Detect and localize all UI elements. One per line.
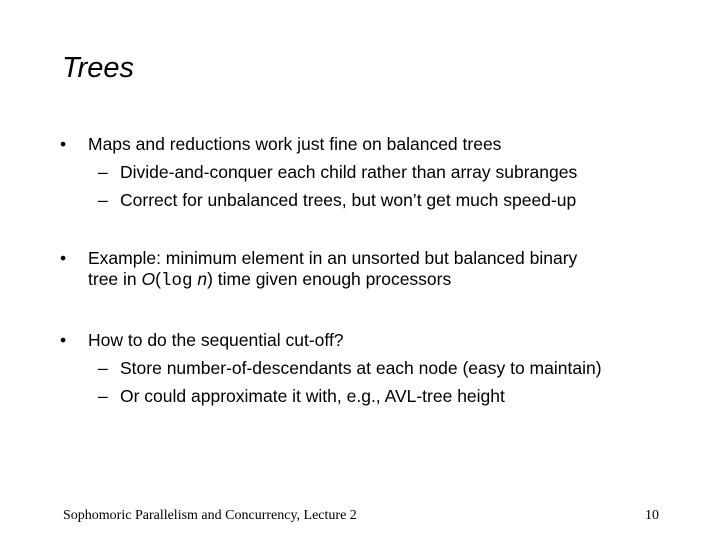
bullet-text-example-line1: Example: minimum element in an unsorted but balanced binary — [88, 248, 578, 268]
footer-course-title: Sophomoric Parallelism and Concurrency, Lecture 2 — [63, 508, 357, 523]
sub-bullet-avl-height: Or could approximate it with, e.g., AVL-tree height — [120, 386, 505, 406]
example-text-post: time given enough processors — [212, 269, 452, 289]
paren-close: ) — [207, 269, 213, 289]
bullet-text-example-line2 — [88, 269, 451, 291]
page-number: 10 — [645, 508, 659, 523]
sub-bullet-divide-conquer: Divide-and-conquer each child rather than array subranges — [120, 162, 578, 182]
sub-bullet-unbalanced: Correct for unbalanced trees, but won’t get much speed-up — [120, 190, 577, 210]
log-code: log — [160, 271, 193, 291]
big-o-symbol: O — [141, 269, 156, 289]
n-variable: n — [197, 269, 208, 289]
sub-bullet-store-descendants: Store number-of-descendants at each node (easy to maintain) — [120, 358, 602, 378]
sub-bullet-marker: – — [98, 162, 108, 182]
sub-bullet-marker: – — [98, 358, 108, 378]
bullet-marker: • — [60, 134, 67, 154]
paren-open: ( — [155, 269, 161, 289]
bullet-marker: • — [60, 330, 67, 350]
bullet-text-maps-reductions: Maps and reductions work just fine on balanced trees — [88, 134, 502, 154]
sub-bullet-marker: – — [98, 386, 108, 406]
slide-title: Trees — [62, 52, 134, 84]
bullet-text-cutoff: How to do the sequential cut-off? — [88, 330, 344, 350]
bullet-marker: • — [60, 248, 67, 268]
example-text-pre: tree in — [88, 269, 142, 289]
sub-bullet-marker: – — [98, 190, 108, 210]
